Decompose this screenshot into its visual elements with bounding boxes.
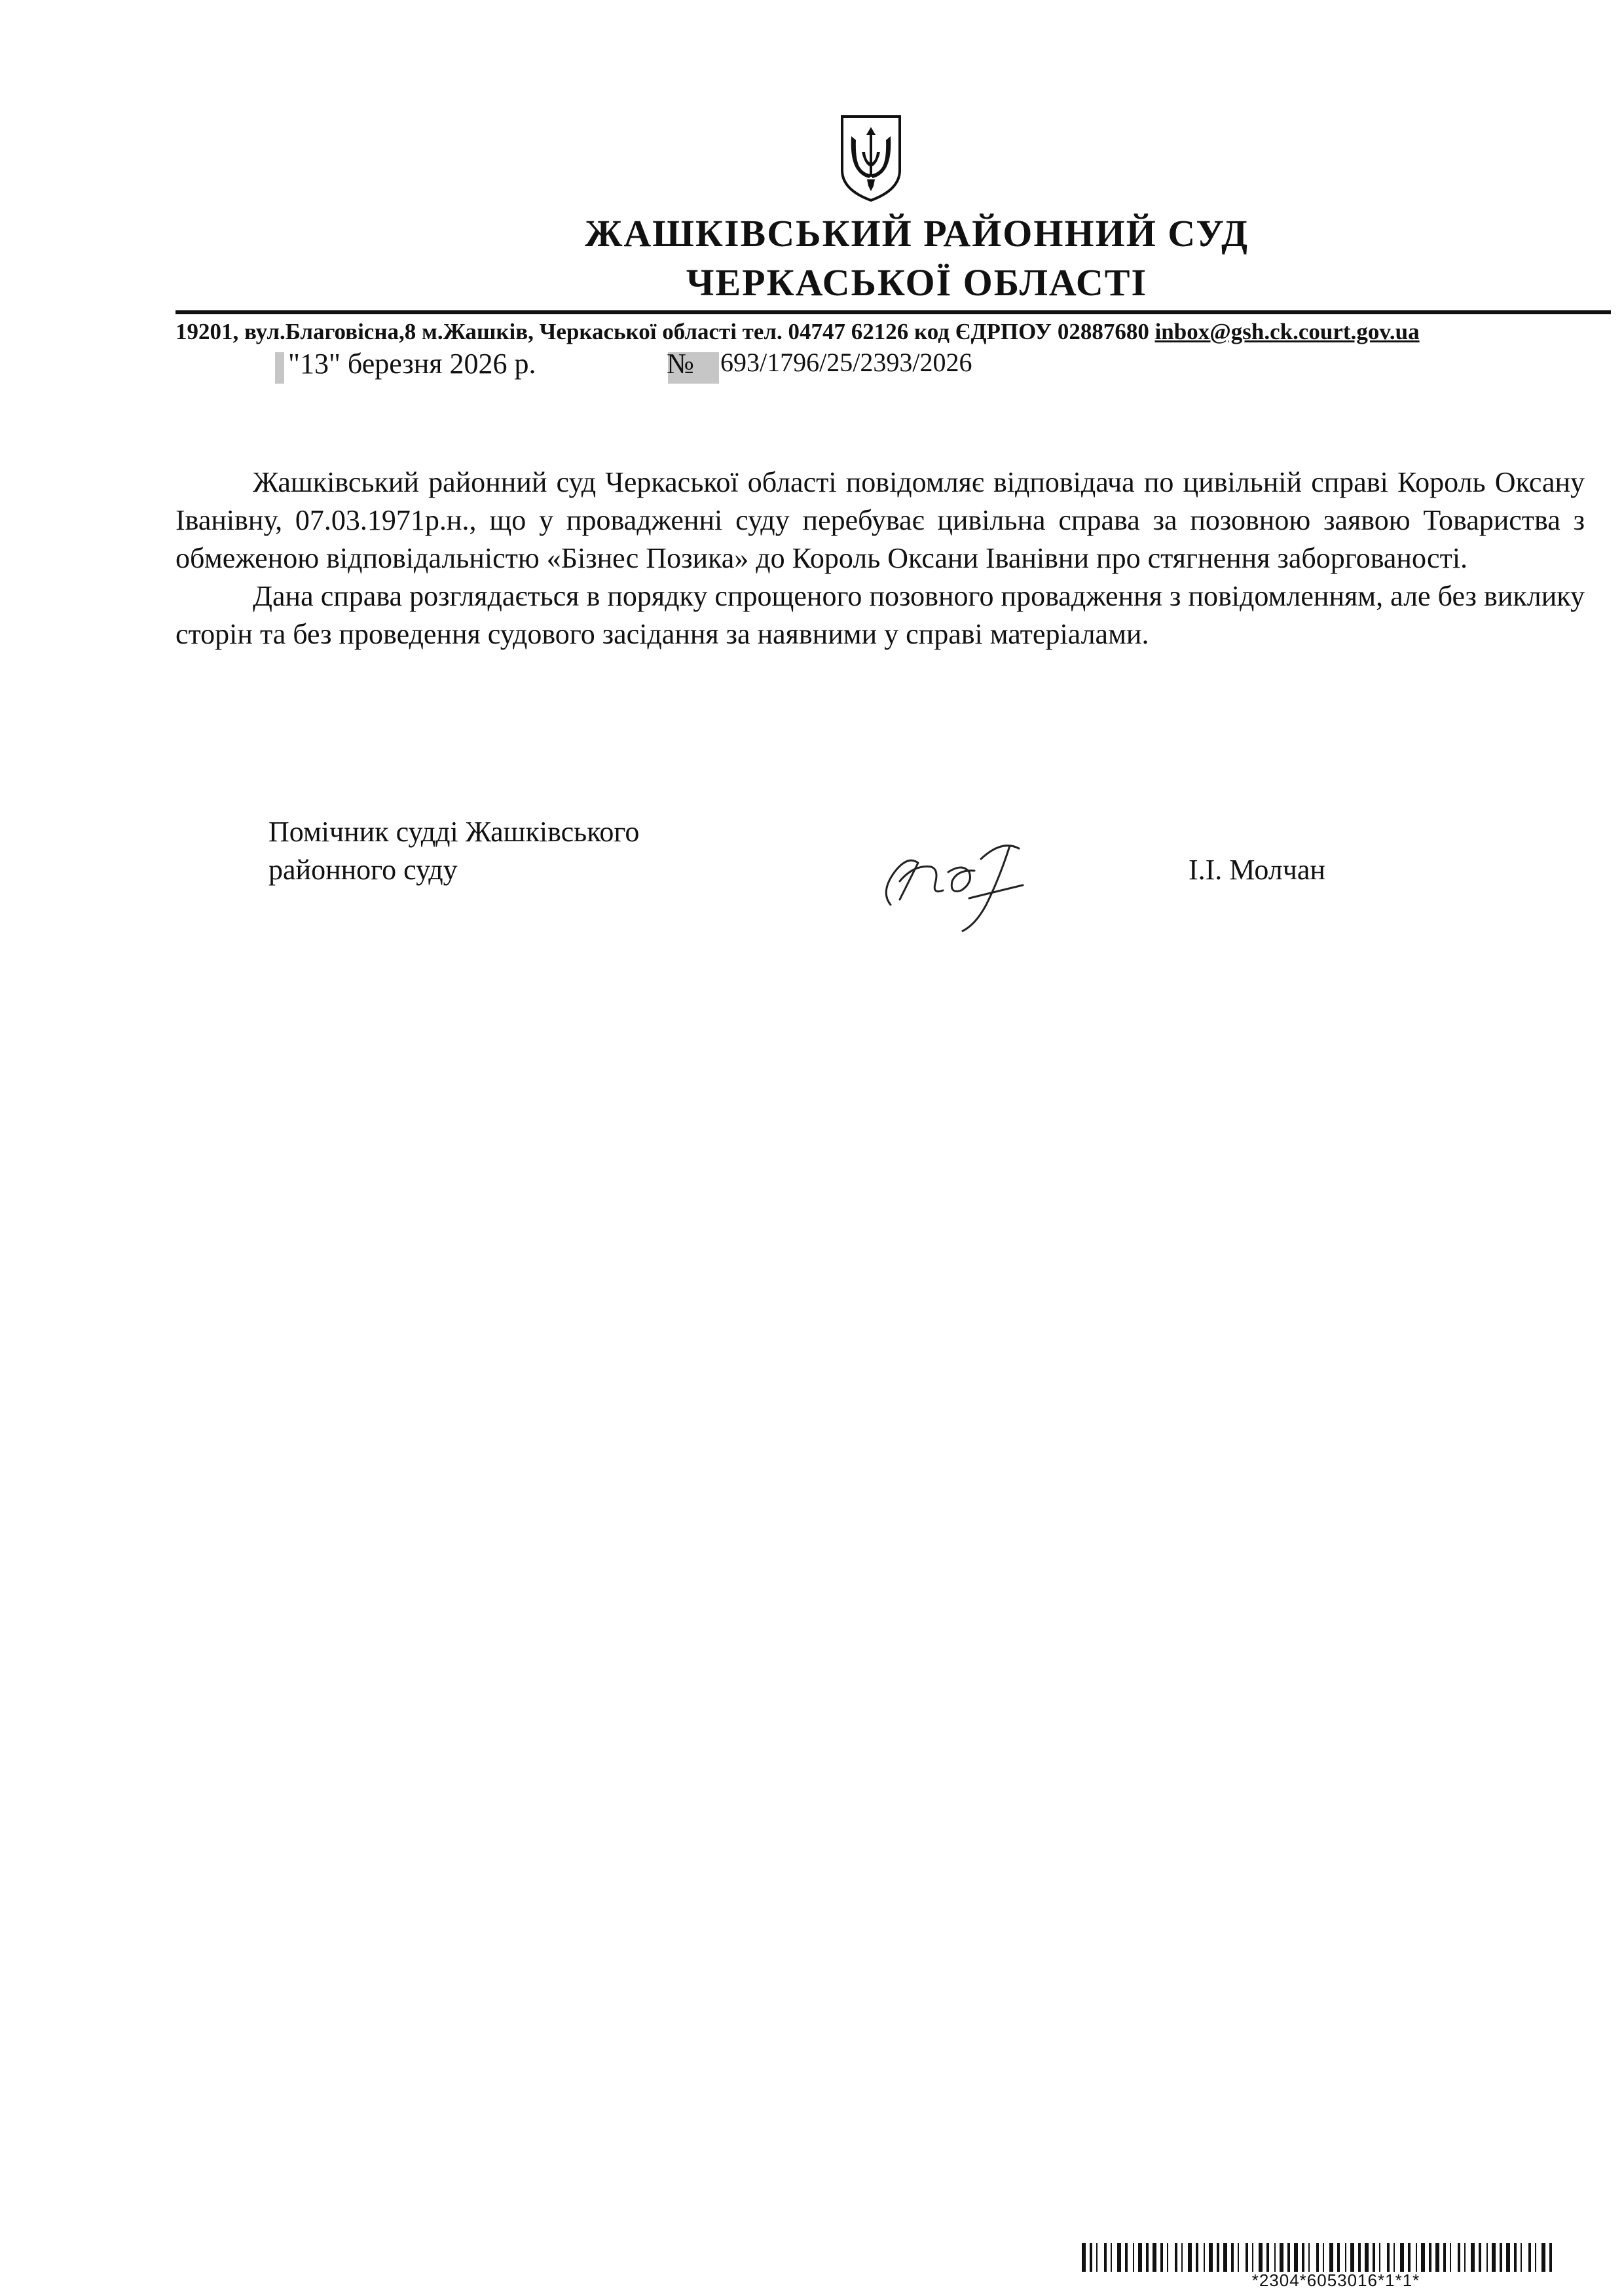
barcode-bar [1492,2243,1496,2272]
barcode-bar [1096,2243,1098,2272]
barcode-bar [1350,2243,1354,2272]
handwritten-signature [871,826,1061,938]
barcode-bar [1429,2243,1431,2272]
barcode-bar [1421,2243,1425,2272]
barcode-bar [1549,2243,1552,2272]
barcode-bar [1160,2243,1163,2272]
barcode-bar [1521,2243,1522,2272]
barcode-bar [1259,2243,1263,2272]
barcode-bar [1188,2243,1192,2272]
barcode-bar [1196,2243,1198,2272]
barcode-bar [1181,2243,1183,2272]
court-address-text: 19201, вул.Благовісна,8 м.Жашків, Черкаської області тел. 04747 62126 код ЄДРПОУ 02887680 [175,319,1155,344]
barcode-bar [1506,2243,1510,2272]
letter-body [175,464,1585,653]
barcode-bar [1486,2243,1488,2272]
barcode-bar [1443,2243,1446,2272]
signatory-position-line1: Помічник судді Жашківського [268,816,640,848]
barcode-bar [1479,2243,1481,2272]
letter-number: 693/1796/25/2393/2026 [720,348,972,377]
barcode-bar [1379,2243,1380,2272]
barcode-bar [1111,2243,1112,2272]
barcode-bar [1167,2243,1168,2272]
barcode-bar [1090,2243,1092,2272]
signatory-position [268,813,639,889]
barcode-bar [1308,2243,1310,2272]
barcode-bar [1153,2243,1156,2272]
barcode-bar [1231,2243,1234,2272]
barcode-bar [1365,2243,1369,2272]
court-email-link[interactable]: inbox@gsh.ck.court.gov.ua [1154,319,1420,344]
barcode-bar [1246,2243,1248,2272]
barcode-bar [1217,2243,1219,2272]
scan-mark [275,352,284,384]
barcode-bar [1535,2243,1536,2272]
barcode-bar [1500,2243,1502,2272]
letter-date: "13" березня 2026 р. [288,348,536,380]
ukraine-trident-emblem-icon [838,113,904,203]
barcode-bar [1541,2243,1545,2272]
barcode-bar [1458,2243,1460,2272]
barcode-bar [1400,2243,1404,2272]
barcode-bar [1337,2243,1340,2272]
signatory-name: І.І. Молчан [1189,854,1325,886]
barcode-bar [1302,2243,1304,2272]
barcode-bar [1393,2243,1395,2272]
barcode-bar [1125,2243,1128,2272]
barcode-bar [1528,2243,1531,2272]
barcode-bar [1223,2243,1227,2272]
court-name-line1: ЖАШКІВСЬКИЙ РАЙОННИЙ СУД [584,212,1249,255]
barcode-bar [1387,2243,1390,2272]
barcode-bar [1373,2243,1375,2272]
barcode-bar [1450,2243,1451,2272]
barcode-bar [1204,2243,1205,2272]
body-paragraph-2: Дана справа розглядається в порядку спрощеного позовного провадження з повідомленням, але без виклику сторін та без проведення судового засідання за наявними у справі матеріалами. [175,580,1585,650]
barcode-bar [1082,2243,1086,2272]
document-barcode [1082,2243,1560,2272]
barcode-bar [1104,2243,1107,2272]
barcode-bar [1280,2243,1283,2272]
barcode-bar [1323,2243,1324,2272]
barcode-bar [1514,2243,1517,2272]
barcode-bar [1408,2243,1411,2272]
court-address [175,318,1616,346]
barcode-bar [1252,2243,1253,2272]
barcode-bar [1464,2243,1466,2272]
court-name-line2: ЧЕРКАСЬКОЇ ОБЛАСТІ [686,261,1148,304]
body-paragraph-1: Жашківський районний суд Черкаської області повідомляє відповідача по цивільній справі Король Оксану Іванівну, 07.03.1971р.н., що у провадженні суду перебуває цивільна справа за позовною заявою Товариства з обмеженою відповідальністю «Бізнес Позика» до Король Оксани Іванівни про стягнення заборгованості. [175,466,1585,574]
barcode-bar [1238,2243,1239,2272]
signatory-position-line2: районного суду [268,854,458,886]
barcode-bar [1138,2243,1142,2272]
barcode-bar [1175,2243,1177,2272]
barcode-text: *2304*6053016*1*1* [1251,2270,1420,2290]
barcode-bar [1146,2243,1149,2272]
barcode-bar [1274,2243,1276,2272]
letter-number-sign: № [667,348,694,380]
barcode-bar [1117,2243,1121,2272]
barcode-bar [1287,2243,1290,2272]
barcode-bar [1345,2243,1346,2272]
header-divider [175,310,1611,314]
barcode-bar [1209,2243,1213,2272]
barcode-bar [1294,2243,1298,2272]
scan-mark [707,352,719,384]
barcode-bar [1416,2243,1417,2272]
barcode-bar [1329,2243,1333,2272]
barcode-bar [1358,2243,1361,2272]
barcode-bar [1266,2243,1269,2272]
barcode-bar [1316,2243,1319,2272]
barcode-bar [1435,2243,1439,2272]
barcode-bar [1471,2243,1475,2272]
barcode-bar [1133,2243,1134,2272]
